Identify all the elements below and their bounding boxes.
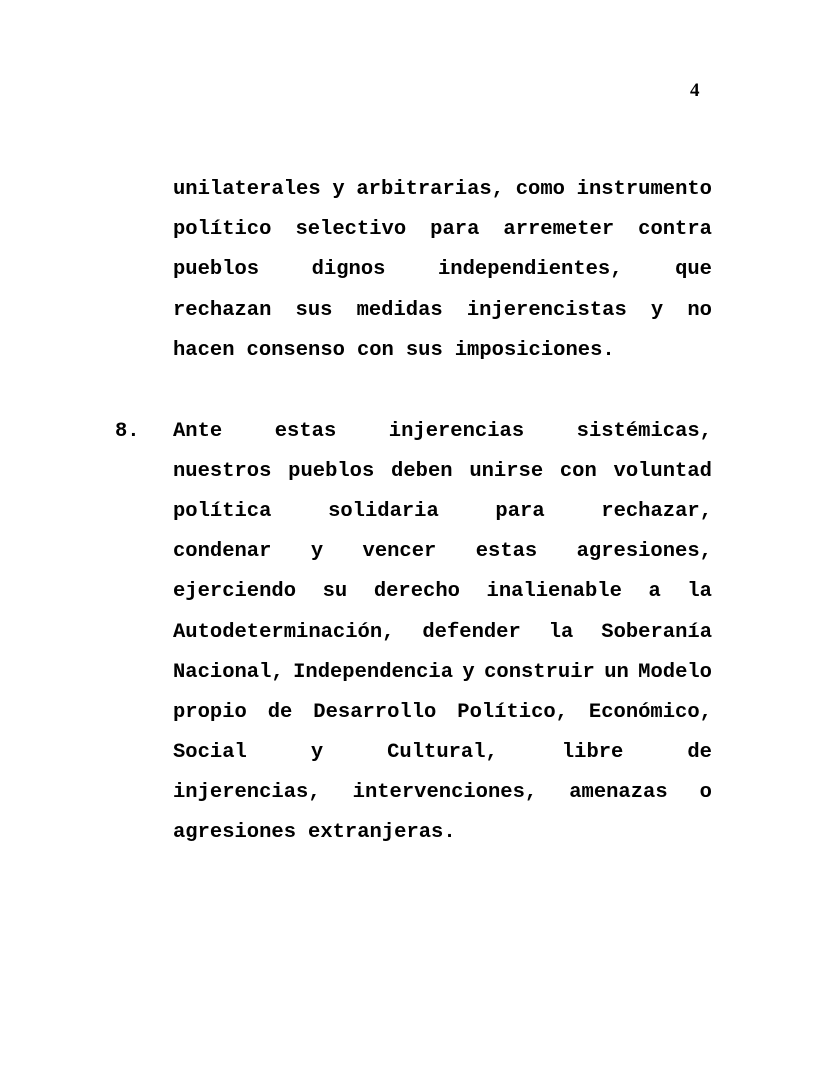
word: inalienable bbox=[486, 580, 622, 604]
word: arbitrarias, bbox=[356, 178, 504, 201]
word: un bbox=[604, 660, 629, 684]
word: estas bbox=[475, 540, 538, 564]
word: y bbox=[332, 178, 345, 201]
text-line bbox=[173, 781, 712, 805]
word: dignos bbox=[311, 258, 386, 282]
word: para bbox=[430, 218, 480, 242]
text-line bbox=[173, 218, 712, 242]
text-line bbox=[173, 500, 712, 524]
word: voluntad bbox=[613, 460, 712, 484]
word: Político, bbox=[457, 700, 568, 724]
item-number: 8. bbox=[115, 420, 140, 443]
word: amenazas bbox=[569, 780, 668, 804]
word: sistémicas, bbox=[576, 420, 712, 443]
word: como bbox=[515, 178, 565, 201]
text-line bbox=[173, 621, 712, 645]
word: injerencias, bbox=[173, 780, 321, 804]
word: que bbox=[675, 258, 712, 282]
text-line bbox=[173, 258, 712, 282]
word: propio bbox=[173, 700, 247, 724]
word: Soberanía bbox=[601, 620, 712, 644]
word: independientes, bbox=[438, 258, 623, 282]
word: Económico, bbox=[588, 700, 712, 724]
word: rechazar, bbox=[601, 500, 712, 524]
word: de bbox=[267, 700, 293, 724]
word: o bbox=[699, 780, 712, 804]
word: extranjeras. bbox=[308, 821, 456, 844]
word: solidaria bbox=[328, 500, 439, 524]
text-line bbox=[173, 741, 712, 765]
word: intervenciones, bbox=[352, 780, 538, 804]
word: y bbox=[462, 660, 475, 684]
word: para bbox=[495, 500, 545, 524]
word: político bbox=[173, 218, 272, 242]
word: unilaterales bbox=[173, 178, 321, 201]
word: deben bbox=[391, 460, 453, 484]
text-line bbox=[173, 580, 712, 604]
word: a bbox=[648, 580, 661, 604]
text-line bbox=[173, 339, 712, 363]
word: vencer bbox=[362, 540, 437, 564]
text-line bbox=[173, 460, 712, 484]
word: la bbox=[548, 620, 574, 644]
word: construir bbox=[484, 660, 595, 684]
word: imposiciones. bbox=[454, 338, 615, 362]
word: unirse bbox=[469, 460, 544, 484]
word: Autodeterminación, bbox=[173, 620, 395, 644]
word: agresiones, bbox=[576, 540, 712, 564]
word: Desarrollo bbox=[313, 700, 437, 724]
text-line bbox=[173, 821, 712, 845]
text-line bbox=[173, 701, 712, 725]
word: con bbox=[559, 460, 597, 484]
word: injerencistas bbox=[466, 298, 627, 322]
word: contra bbox=[638, 218, 712, 242]
text-line bbox=[173, 178, 712, 202]
text-line bbox=[173, 299, 712, 323]
word: no bbox=[687, 298, 712, 322]
word: Social bbox=[173, 740, 247, 764]
word: libre bbox=[561, 740, 624, 764]
page-number: 4 bbox=[690, 80, 700, 101]
word: consenso bbox=[246, 338, 345, 362]
text-line bbox=[173, 661, 712, 685]
word: arremeter bbox=[503, 218, 615, 242]
word: hacen bbox=[173, 338, 235, 362]
word: selectivo bbox=[295, 218, 407, 242]
word: agresiones bbox=[173, 821, 297, 844]
word: de bbox=[687, 740, 712, 764]
word: estas bbox=[274, 420, 337, 443]
word: sus bbox=[405, 338, 443, 362]
word: injerencias bbox=[388, 420, 525, 443]
word: Cultural, bbox=[387, 740, 498, 764]
word: derecho bbox=[373, 580, 460, 604]
word: ejerciendo bbox=[173, 580, 297, 604]
word: Nacional, bbox=[173, 660, 284, 684]
word: la bbox=[687, 580, 712, 604]
word: defender bbox=[422, 620, 521, 644]
word: pueblos bbox=[288, 460, 375, 484]
word: sus bbox=[295, 298, 333, 322]
word: y bbox=[310, 740, 324, 764]
word: Ante bbox=[173, 420, 223, 443]
word: su bbox=[322, 580, 348, 604]
word: Modelo bbox=[638, 660, 712, 684]
word: instrumento bbox=[576, 178, 712, 201]
word: rechazan bbox=[173, 298, 272, 322]
word: pueblos bbox=[173, 258, 260, 282]
word: y bbox=[650, 298, 664, 322]
word: y bbox=[310, 540, 324, 564]
word: condenar bbox=[173, 540, 272, 564]
word: con bbox=[356, 338, 394, 362]
word: nuestros bbox=[173, 460, 272, 484]
word: política bbox=[173, 500, 272, 524]
text-line bbox=[173, 420, 712, 444]
word: Independencia bbox=[293, 660, 454, 684]
word: medidas bbox=[356, 298, 443, 322]
text-line bbox=[173, 540, 712, 564]
